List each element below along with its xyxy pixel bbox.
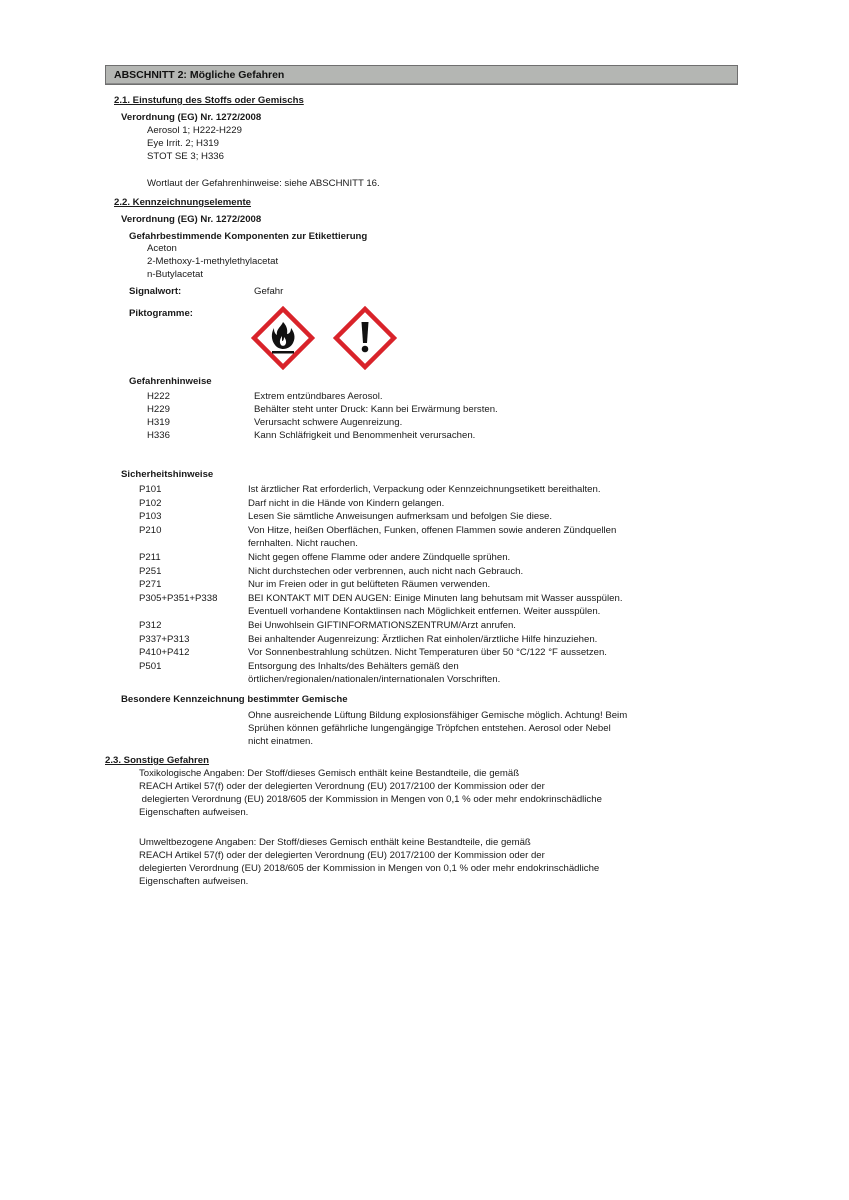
- precaution-text: Bei Unwohlsein GIFTINFORMATIONSZENTRUM/Arzt anrufen.: [248, 620, 516, 631]
- signal-word-value: Gefahr: [254, 286, 284, 297]
- precaution-text: BEI KONTAKT MIT DEN AUGEN: Einige Minuten lang behutsam mit Wasser ausspülen.: [248, 592, 623, 604]
- tox-info-line: delegierten Verordnung (EU) 2018/605 der Kommission in Mengen von 0,1 % oder mehr endokrinschädliche: [139, 794, 602, 805]
- precautionary-statements-label: Sicherheitshinweise: [121, 469, 214, 480]
- regulation-label: Verordnung (EG) Nr. 1272/2008: [121, 112, 262, 123]
- precaution-code: P101: [139, 484, 162, 495]
- precaution-text: Nur im Freien oder in gut belüfteten Räumen verwenden.: [248, 579, 491, 591]
- precaution-code: P210: [139, 524, 162, 536]
- precaution-text: Bei anhaltender Augenreizung: Ärztlichen Rat einholen/ärztliche Hilfe hinzuziehen.: [248, 633, 598, 645]
- special-labelling-line: Sprühen können gefährliche lungengängige Tröpfchen entstehen. Aerosol oder Nebel: [248, 723, 611, 734]
- hazard-code: H229: [147, 404, 170, 415]
- classification-item: Eye Irrit. 2; H319: [147, 138, 219, 149]
- precaution-text: Nicht durchstechen oder verbrennen, auch nicht nach Gebrauch.: [248, 565, 524, 577]
- section-header: [105, 65, 738, 85]
- precaution-text: Ist ärztlicher Rat erforderlich, Verpackung oder Kennzeichnungsetikett bereithalten.: [248, 484, 601, 495]
- special-labelling-label: Besondere Kennzeichnung bestimmter Gemische: [121, 694, 348, 705]
- component-item: n-Butylacetat: [147, 269, 203, 280]
- pictograms-label: Piktogramme:: [129, 308, 193, 319]
- classification-item: Aerosol 1; H222-H229: [147, 125, 242, 136]
- precaution-text: Vor Sonnenbestrahlung schützen. Nicht Temperaturen über 50 °C/122 °F aussetzen.: [248, 647, 607, 659]
- regulation-label: Verordnung (EG) Nr. 1272/2008: [121, 214, 262, 225]
- component-item: 2-Methoxy-1-methylethylacetat: [147, 256, 279, 267]
- classification-item: STOT SE 3; H336: [147, 151, 224, 162]
- hazard-code: H222: [147, 391, 170, 402]
- precaution-code: P102: [139, 497, 162, 509]
- component-item: Aceton: [147, 243, 177, 254]
- precaution-code: P501: [139, 660, 162, 672]
- flame-icon: [251, 306, 315, 370]
- hazard-text: Kann Schläfrigkeit und Benommenheit verursachen.: [254, 430, 476, 441]
- precaution-code: P271: [139, 579, 162, 591]
- precaution-text: Entsorgung des Inhalts/des Behälters gemäß den: [248, 660, 459, 672]
- heading-2-3: 2.3. Sonstige Gefahren: [105, 755, 209, 766]
- exclamation-mark-icon: [333, 306, 397, 370]
- section-title: ABSCHNITT 2: Mögliche Gefahren: [114, 69, 285, 81]
- precaution-text: Von Hitze, heißen Oberflächen, Funken, offenen Flammen sowie anderen Zündquellen: [248, 524, 617, 536]
- signal-word-label: Signalwort:: [129, 286, 182, 297]
- heading-2-1: 2.1. Einstufung des Stoffs oder Gemischs: [114, 95, 304, 106]
- hazard-code: H319: [147, 417, 170, 428]
- precaution-code: P410+P412: [139, 647, 190, 659]
- tox-info-line: Toxikologische Angaben: Der Stoff/dieses Gemisch enthält keine Bestandteile, die gemäß: [139, 768, 520, 779]
- env-info-line: delegierten Verordnung (EU) 2018/605 der Kommission in Mengen von 0,1 % oder mehr endokrinschädliche: [139, 863, 600, 874]
- hazard-code: H336: [147, 430, 170, 441]
- precaution-code: P211: [139, 552, 161, 563]
- special-labelling-line: Ohne ausreichende Lüftung Bildung explosionsfähiger Gemische möglich. Achtung! Beim: [248, 710, 628, 721]
- components-label: Gefahrbestimmende Komponenten zur Etikettierung: [129, 231, 368, 242]
- precaution-text: Darf nicht in die Hände von Kindern gelangen.: [248, 497, 445, 509]
- hazard-text: Behälter steht unter Druck: Kann bei Erwärmung bersten.: [254, 404, 498, 415]
- tox-info-line: Eigenschaften aufweisen.: [139, 807, 249, 818]
- special-labelling-line: nicht einatmen.: [248, 736, 314, 747]
- precaution-text: Lesen Sie sämtliche Anweisungen aufmerksam und befolgen Sie diese.: [248, 511, 552, 523]
- env-info-line: REACH Artikel 57(f) oder der delegierten Verordnung (EU) 2017/2100 der Kommission oder der: [139, 850, 545, 861]
- precaution-code: P305+P351+P338: [139, 592, 218, 604]
- precaution-code: P337+P313: [139, 633, 190, 645]
- precaution-text: Nicht gegen offene Flamme oder andere Zündquelle sprühen.: [248, 552, 511, 563]
- precaution-code: P312: [139, 620, 162, 631]
- precaution-text: örtlichen/regionalen/nationalen/internationalen Vorschriften.: [248, 674, 501, 686]
- heading-2-2: 2.2. Kennzeichnungselemente: [114, 197, 252, 208]
- hazard-statements-label: Gefahrenhinweise: [129, 376, 212, 387]
- tox-info-line: REACH Artikel 57(f) oder der delegierten Verordnung (EU) 2017/2100 der Kommission oder der: [139, 781, 545, 792]
- env-info-line: Umweltbezogene Angaben: Der Stoff/dieses Gemisch enthält keine Bestandteile, die gemäß: [139, 837, 531, 848]
- precaution-code: P251: [139, 565, 162, 577]
- hazard-text: Verursacht schwere Augenreizung.: [254, 417, 403, 428]
- wording-note: Wortlaut der Gefahrenhinweise: siehe ABSCHNITT 16.: [147, 178, 380, 189]
- precaution-code: P103: [139, 511, 162, 523]
- precaution-text: Eventuell vorhandene Kontaktlinsen nach Möglichkeit entfernen. Weiter ausspülen.: [248, 606, 601, 618]
- hazard-text: Extrem entzündbares Aerosol.: [254, 391, 383, 402]
- precaution-text: fernhalten. Nicht rauchen.: [248, 538, 358, 550]
- env-info-line: Eigenschaften aufweisen.: [139, 876, 249, 887]
